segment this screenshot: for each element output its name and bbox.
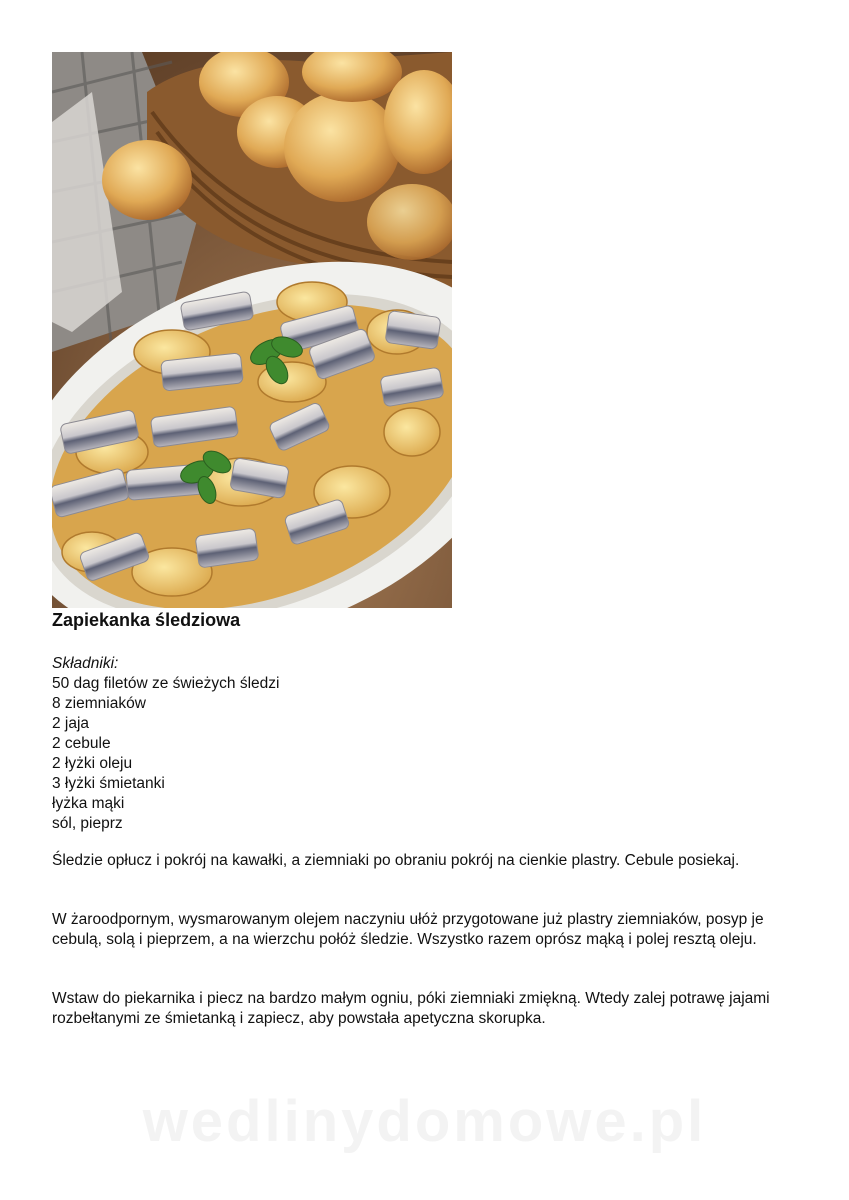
- ingredient-item: 8 ziemniaków: [52, 695, 146, 712]
- ingredient-item: 2 cebule: [52, 735, 111, 752]
- ingredient-item: 3 łyżki śmietanki: [52, 775, 165, 792]
- herring-casserole-illustration: [52, 52, 452, 608]
- ingredient-item: łyżka mąki: [52, 795, 125, 812]
- instruction-step-1: Śledzie opłucz i pokrój na kawałki, a ziemniaki po obraniu pokrój na cienkie plastry. Cebule posiekaj.: [52, 852, 740, 869]
- recipe-photo: [52, 52, 452, 608]
- ingredient-item: 2 jaja: [52, 715, 90, 732]
- ingredients-label: Składniki:: [52, 655, 119, 672]
- ingredients-section: [52, 654, 279, 834]
- ingredient-item: 50 dag filetów ze świeżych śledzi: [52, 675, 280, 692]
- recipe-title: Zapiekanka śledziowa: [52, 610, 241, 630]
- instruction-step-3: Wstaw do piekarnika i piecz na bardzo małym ogniu, póki ziemniaki zmiękną. Wtedy zalej potrawę jajami rozbełtanymi ze śmietanką i zapiecz, aby powstała apetyczna skorupka.: [52, 990, 770, 1027]
- ingredients-list: [52, 674, 279, 834]
- ingredient-item: sól, pieprz: [52, 815, 123, 832]
- instruction-step-2: W żaroodpornym, wysmarowanym olejem naczyniu ułóż przygotowane już plastry ziemniaków, posyp je cebulą, solą i pieprzem, a na wierzchu połóż śledzie. Wszystko razem oprósz mąką i polej resztą oleju.: [52, 911, 764, 948]
- site-watermark: wedlinydomowe.pl: [142, 1089, 707, 1154]
- ingredient-item: 2 łyżki oleju: [52, 755, 133, 772]
